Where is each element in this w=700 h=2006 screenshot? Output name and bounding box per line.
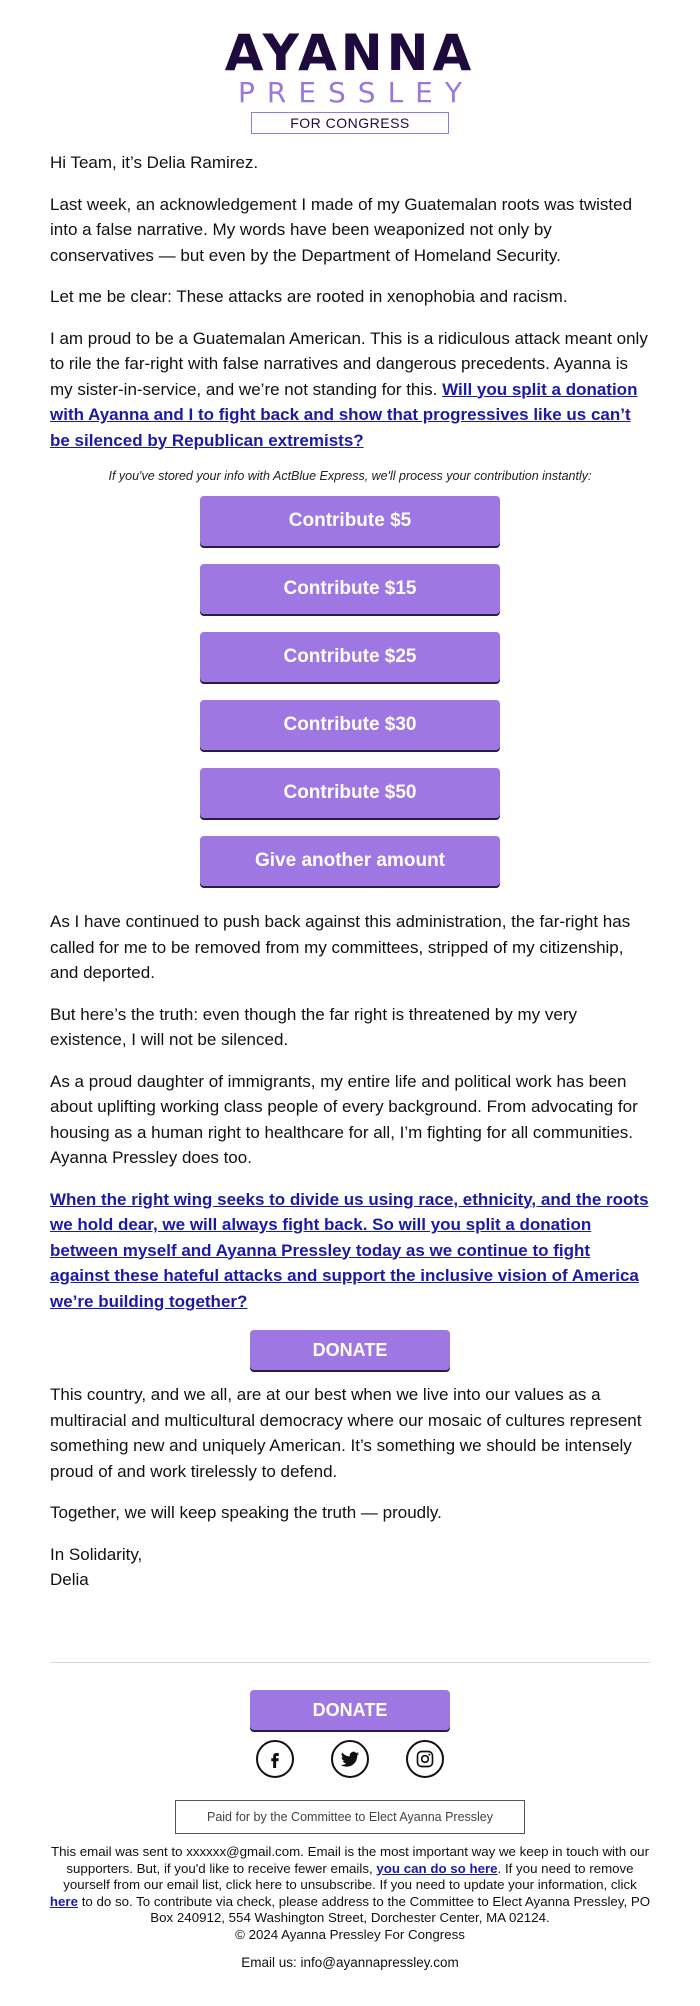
split-donation-link[interactable]: Will you split a donation with Ayanna and I to fight back and show that progressives like us can’t be silenced by Republican extremists?	[50, 379, 638, 450]
legal-text-2: . If you need to remove yourself from our email list, click here to unsubscribe. If you need to update your information, click	[63, 1860, 637, 1892]
logo-last-name: PRESSLEY	[238, 76, 474, 109]
paragraph-3-text: I am proud to be a Guatemalan American. This is a ridiculous attack meant only to rile the far-right with false narratives and dangerous precedents. Ayanna is my sister-in-service, and we’re not standing for this.	[50, 328, 648, 399]
paragraph-3	[50, 326, 650, 454]
update-info-link[interactable]: here	[49, 1893, 78, 1909]
contribute-30-button[interactable]: Contribute $30	[200, 700, 500, 750]
paragraph-9: Together, we will keep speaking the truth — proudly.	[50, 1503, 442, 1522]
footer-divider	[50, 1662, 650, 1663]
actblue-express-note: If you've stored your info with ActBlue Express, we'll process your contribution instantly:	[108, 469, 592, 483]
paid-for-disclaimer: Paid for by the Committee to Elect Ayanna Pressley	[175, 1800, 525, 1834]
donate-button[interactable]: DONATE	[250, 1330, 450, 1370]
fewer-emails-link[interactable]: you can do so here	[376, 1860, 498, 1876]
email-body	[50, 150, 650, 1609]
logo-tagline: FOR CONGRESS	[251, 112, 449, 134]
campaign-logo	[0, 24, 700, 134]
social-links	[256, 1740, 444, 1780]
logo-first-name: AYANNA	[224, 24, 476, 82]
paragraph-4: As I have continued to push back against this administration, the far-right has called for me to be removed from my committees, stripped of my citizenship, and deported.	[50, 912, 631, 982]
signoff	[50, 1542, 650, 1593]
contact-email: Email us: info@ayannapressley.com	[241, 1955, 459, 1970]
contribute-50-button[interactable]: Contribute $50	[200, 768, 500, 818]
contribute-5-button[interactable]: Contribute $5	[200, 496, 500, 546]
split-donation-link-2[interactable]: When the right wing seeks to divide us using race, ethnicity, and the roots we hold dear, we will always fight back. So will you split a donation between myself and Ayanna Pressley today as we continue to fight against these hateful attacks and support the inclusive vision of America we’re building together?	[50, 1189, 649, 1311]
signature: Delia	[50, 1570, 89, 1589]
facebook-icon[interactable]	[256, 1740, 294, 1778]
contribute-15-button[interactable]: Contribute $15	[200, 564, 500, 614]
legal-text-3: to do so. To contribute via check, please address to the Committee to Elect Ayanna Pressley, PO Box 240912, 554 Washington Street, Dorchester Center, MA 02124.	[81, 1893, 651, 1925]
paragraph-7	[50, 1187, 650, 1315]
paragraph-1: Last week, an acknowledgement I made of my Guatemalan roots was twisted into a false narrative. My words have been weaponized not only by conservatives — but even by the Department of Homeland Security.	[50, 194, 633, 265]
instagram-icon[interactable]	[406, 1740, 444, 1778]
paragraph-2: Let me be clear: These attacks are rooted in xenophobia and racism.	[50, 287, 568, 306]
footer	[0, 1690, 700, 1970]
contribute-button-group	[50, 496, 650, 886]
legal-notice	[48, 1844, 652, 1943]
legal-text-1: This email was sent to xxxxxx@gmail.com. Email is the most important way we keep in touch with our supporters. But, if you'd like to receive fewer emails,	[50, 1844, 650, 1876]
give-another-amount-button[interactable]: Give another amount	[200, 836, 500, 886]
paragraph-6: As a proud daughter of immigrants, my entire life and political work has been about uplifting working class people of every background. From advocating for housing as a human right to healthcare for all, I’m fighting for all communities. Ayanna Pressley does too.	[50, 1071, 638, 1167]
footer-donate-button[interactable]: DONATE	[250, 1690, 450, 1730]
paragraph-5: But here’s the truth: even though the far right is threatened by my very existence, I will not be silenced.	[50, 1004, 577, 1049]
contribute-25-button[interactable]: Contribute $25	[200, 632, 500, 682]
twitter-icon[interactable]	[331, 1740, 369, 1778]
signoff-line: In Solidarity,	[50, 1544, 143, 1564]
paragraph-8: This country, and we all, are at our best when we live into our values as a multiracial and multicultural democracy where our mosaic of cultures represent something new and uniquely American. It’s something we should be intensely proud of and work tirelessly to defend.	[50, 1385, 642, 1481]
greeting: Hi Team, it’s Delia Ramirez.	[50, 153, 259, 172]
copyright: © 2024 Ayanna Pressley For Congress	[235, 1926, 465, 1942]
